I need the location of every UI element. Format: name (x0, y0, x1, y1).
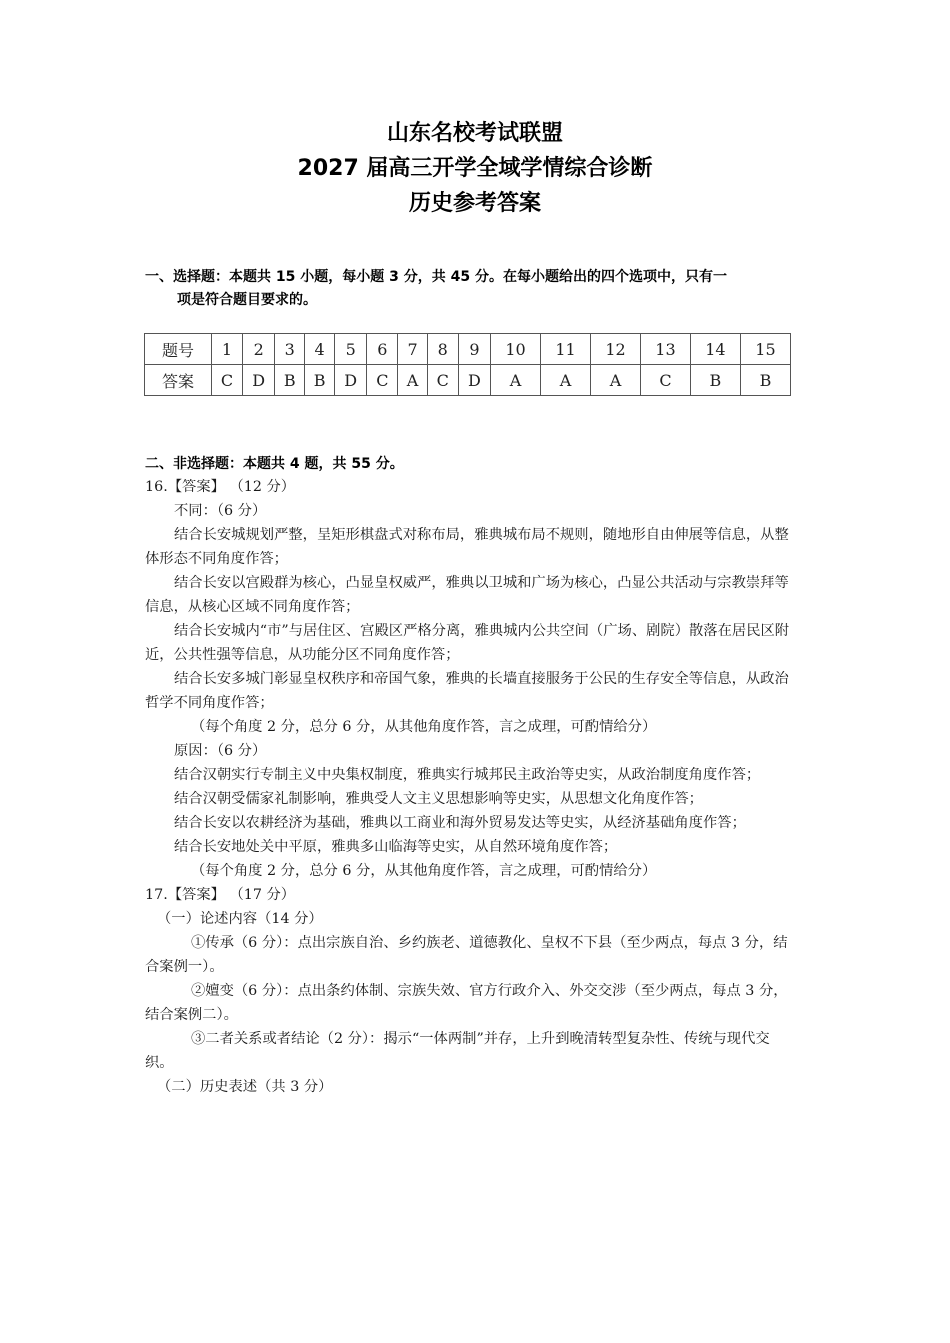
answer-cell: D (335, 365, 367, 396)
q16-difference-point: 结合长安以宫殿群为核心，凸显皇权威严，雅典以卫城和广场为核心，凸显公共活动与宗教崇拜等信息，从核心区域不同角度作答； (145, 575, 789, 615)
answer-cell: C (640, 365, 690, 396)
answer-cell: C (367, 365, 398, 396)
q16-scoring-note: （每个角度 2 分，总分 6 分，从其他角度作答，言之成理，可酌情给分） (191, 863, 657, 879)
table-row-numbers (145, 334, 791, 365)
question-number: 7 (398, 334, 427, 365)
question-number: 14 (690, 334, 740, 365)
q16-reason-point: 结合长安以农耕经济为基础，雅典以工商业和海外贸易发达等史实，从经济基础角度作答； (174, 815, 746, 831)
q17-item: ①传承（6 分）：点出宗族自治、乡约族老、道德教化、皇权不下县（至少两点，每点 3 分，结合案例一）。 (145, 935, 788, 975)
question-number: 5 (335, 334, 367, 365)
question-number: 8 (427, 334, 458, 365)
q17-heading: 17.【答案】 （17 分） (145, 887, 296, 903)
question-number: 10 (491, 334, 541, 365)
answer-table (144, 333, 791, 396)
answer-cell: A (591, 365, 641, 396)
question-number: 4 (305, 334, 335, 365)
q16-difference-point: 结合长安多城门彰显皇权秩序和帝国气象，雅典的长墙直接服务于公民的生存安全等信息，从政治哲学不同角度作答； (145, 671, 789, 711)
answer-cell: C (212, 365, 243, 396)
q17-part2-heading: （二）历史表述（共 3 分） (157, 1079, 333, 1095)
q16-heading: 16.【答案】 （12 分） (145, 479, 296, 495)
answer-cell: B (305, 365, 335, 396)
q16-reasons-heading: 原因：（6 分） (174, 743, 267, 759)
question-number: 15 (740, 334, 790, 365)
q17-part1-heading: （一）论述内容（14 分） (157, 911, 323, 927)
answer-cell: B (740, 365, 790, 396)
section1-heading (145, 266, 805, 312)
q16-reason-point: 结合汉朝受儒家礼制影响，雅典受人文主义思想影响等史实，从思想文化角度作答； (174, 791, 703, 807)
answer-cell: A (398, 365, 427, 396)
question-number: 9 (458, 334, 490, 365)
q16-scoring-note: （每个角度 2 分，总分 6 分，从其他角度作答，言之成理，可酌情给分） (191, 719, 657, 735)
row-label-answer: 答案 (145, 365, 212, 396)
q17-item: ③二者关系或者结论（2 分）：揭示“一体两制”并存，上升到晚清转型复杂性、传统与现代交织。 (145, 1031, 770, 1071)
q16-reason-point: 结合汉朝实行专制主义中央集权制度，雅典实行城邦民主政治等史实，从政治制度角度作答； (174, 767, 761, 783)
question-number: 2 (242, 334, 274, 365)
question-number: 6 (367, 334, 398, 365)
title-line-2: 2027 届高三开学全域学情综合诊断 (297, 156, 653, 181)
answer-cell: A (541, 365, 591, 396)
title-line-3: 历史参考答案 (408, 191, 541, 216)
question-number: 13 (640, 334, 690, 365)
answer-body (145, 475, 795, 1099)
answer-cell: B (275, 365, 305, 396)
title-line-1: 山东名校考试联盟 (386, 121, 563, 146)
answer-cell: D (242, 365, 274, 396)
answer-cell: A (491, 365, 541, 396)
section1-line-2: 项是符合题目要求的。 (177, 292, 317, 308)
q16-difference-point: 结合长安城内“市”与居住区、宫殿区严格分离，雅典城内公共空间（广场、剧院）散落在居民区附近，公共性强等信息，从功能分区不同角度作答； (145, 623, 790, 663)
row-label-number: 题号 (145, 334, 212, 365)
q17-item: ②嬗变（6 分）：点出条约体制、宗族失效、官方行政介入、外交交涉（至少两点，每点 3 分，结合案例二）。 (145, 983, 788, 1023)
q16-reason-point: 结合长安地处关中平原，雅典多山临海等史实，从自然环境角度作答； (174, 839, 618, 855)
section1-line-1: 一、选择题：本题共 15 小题，每小题 3 分，共 45 分。在每小题给出的四个选项中，只有一 (145, 269, 727, 285)
question-number: 1 (212, 334, 243, 365)
section2-heading: 二、非选择题：本题共 4 题，共 55 分。 (145, 456, 404, 472)
document-title (0, 116, 950, 221)
table-row-answers (145, 365, 791, 396)
answer-cell: B (690, 365, 740, 396)
question-number: 3 (275, 334, 305, 365)
q16-difference-point: 结合长安城规划严整，呈矩形棋盘式对称布局，雅典城布局不规则，随地形自由伸展等信息，从整体形态不同角度作答； (145, 527, 789, 567)
question-number: 11 (541, 334, 591, 365)
q16-differences-heading: 不同：（6 分） (174, 503, 267, 519)
answer-cell: C (427, 365, 458, 396)
question-number: 12 (591, 334, 641, 365)
answer-cell: D (458, 365, 490, 396)
